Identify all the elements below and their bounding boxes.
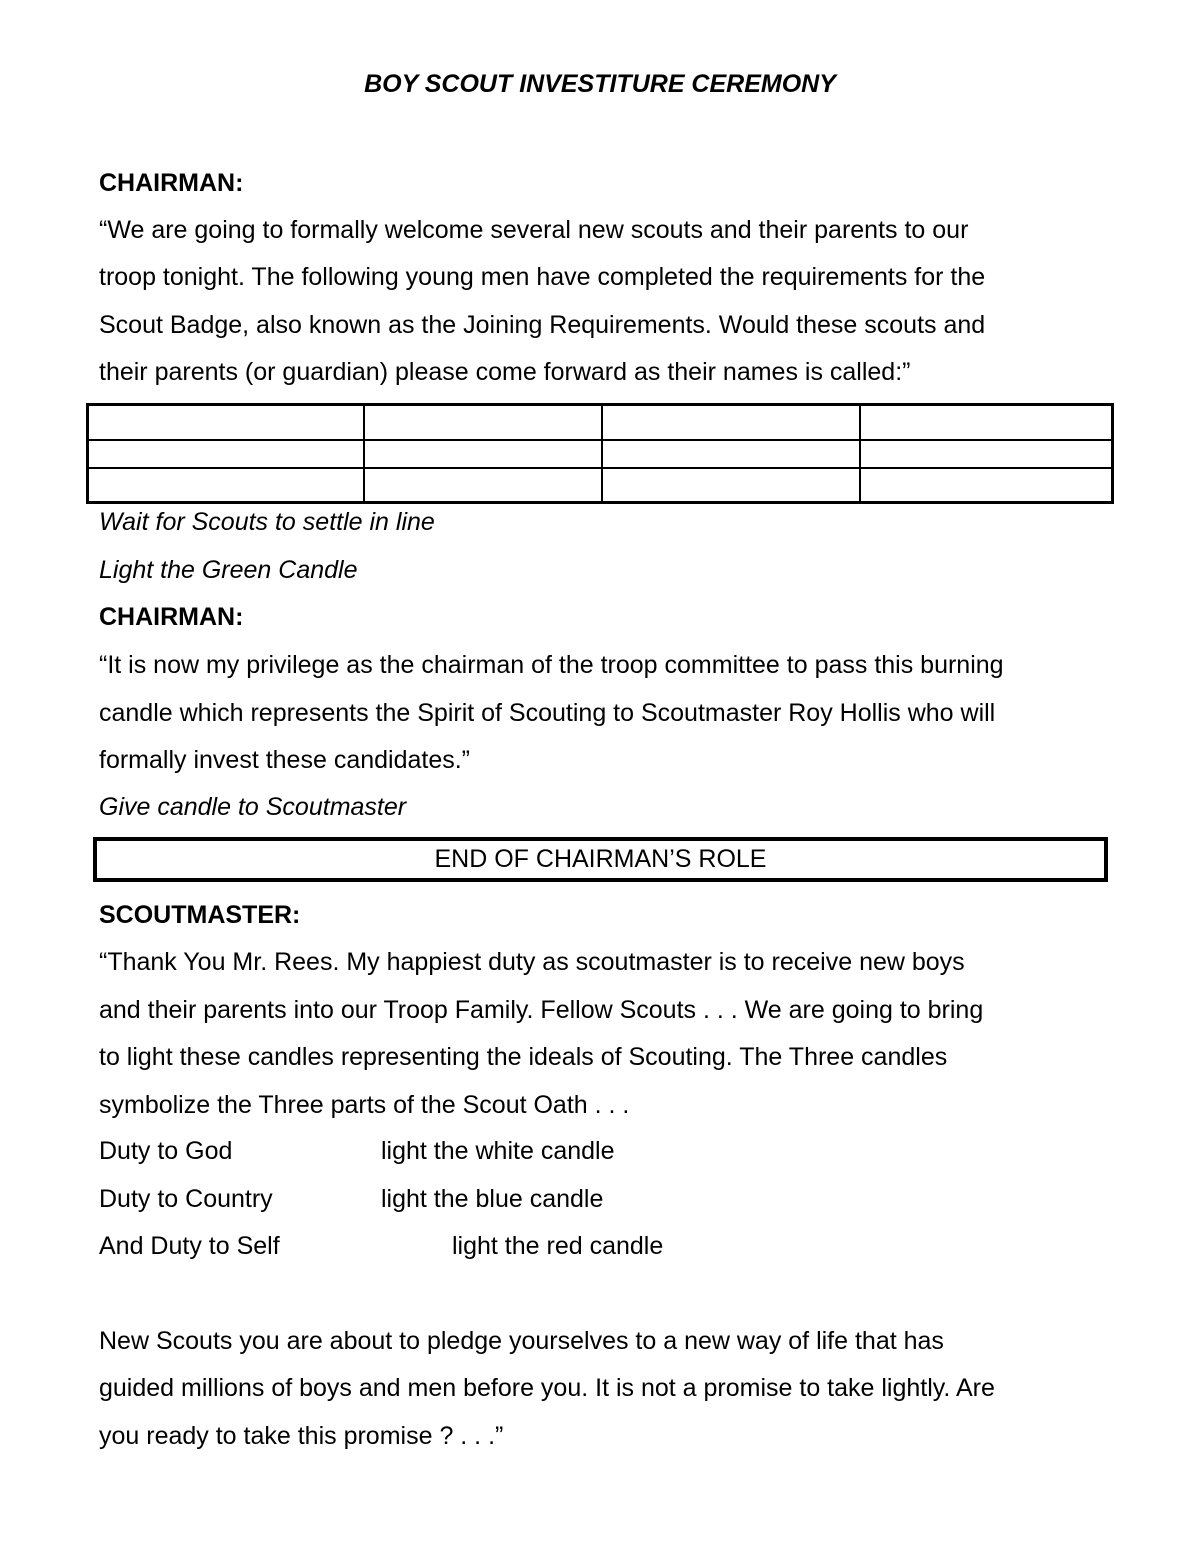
- table-row: [88, 468, 1113, 503]
- end-of-role-box: END OF CHAIRMAN’S ROLE: [93, 837, 1108, 882]
- duty-self-action: light the red candle: [452, 1232, 664, 1260]
- direction-green-candle: Light the Green Candle: [99, 556, 358, 584]
- direction-settle: Wait for Scouts to settle in line: [99, 508, 435, 536]
- duty-country-action: light the blue candle: [381, 1185, 604, 1213]
- closing-line-3: you ready to take this promise ? . . .”: [99, 1422, 504, 1450]
- chairman-text-line-1: “We are going to formally welcome several new scouts and their parents to our: [99, 216, 969, 244]
- speaker-chairman-1: CHAIRMAN:: [99, 169, 244, 197]
- speaker-chairman-2: CHAIRMAN:: [99, 603, 244, 631]
- table-cell: [860, 440, 1113, 468]
- table-cell: [602, 405, 860, 440]
- direction-give-candle: Give candle to Scoutmaster: [99, 793, 407, 821]
- chairman2-text-line-3: formally invest these candidates.”: [99, 746, 471, 774]
- scoutmaster-text-line-2: and their parents into our Troop Family. Fellow Scouts . . . We are going to bring: [99, 996, 984, 1024]
- duty-country: Duty to Country: [99, 1185, 273, 1213]
- chairman-text-line-4: their parents (or guardian) please come forward as their names is called:”: [99, 358, 911, 386]
- document-title: BOY SCOUT INVESTITURE CEREMONY: [364, 70, 836, 98]
- duty-god-action: light the white candle: [381, 1137, 615, 1165]
- speaker-scoutmaster: SCOUTMASTER:: [99, 901, 301, 929]
- chairman-text-line-2: troop tonight. The following young men have completed the requirements for the: [99, 263, 986, 291]
- scoutmaster-text-line-3: to light these candles representing the ideals of Scouting. The Three candles: [99, 1043, 948, 1071]
- scoutmaster-text-line-1: “Thank You Mr. Rees. My happiest duty as scoutmaster is to receive new boys: [99, 948, 965, 976]
- table-cell: [88, 468, 365, 503]
- table-cell: [364, 405, 602, 440]
- table-cell: [860, 468, 1113, 503]
- table-cell: [88, 405, 365, 440]
- closing-line-2: guided millions of boys and men before you. It is not a promise to take lightly. Are: [99, 1374, 995, 1402]
- table-cell: [364, 468, 602, 503]
- table-cell: [602, 468, 860, 503]
- table-cell: [364, 440, 602, 468]
- duty-god: Duty to God: [99, 1137, 233, 1165]
- chairman2-text-line-1: “It is now my privilege as the chairman of the troop committee to pass this burning: [99, 651, 1004, 679]
- closing-line-1: New Scouts you are about to pledge yourselves to a new way of life that has: [99, 1327, 944, 1355]
- table-cell: [88, 440, 365, 468]
- table-cell: [860, 405, 1113, 440]
- chairman2-text-line-2: candle which represents the Spirit of Scouting to Scoutmaster Roy Hollis who will: [99, 699, 996, 727]
- duty-self: And Duty to Self: [99, 1232, 280, 1260]
- table-row: [88, 440, 1113, 468]
- scout-names-table: [86, 403, 1114, 504]
- chairman-text-line-3: Scout Badge, also known as the Joining Requirements. Would these scouts and: [99, 311, 986, 339]
- table-cell: [602, 440, 860, 468]
- table-row: [88, 405, 1113, 440]
- scoutmaster-text-line-4: symbolize the Three parts of the Scout Oath . . .: [99, 1091, 630, 1119]
